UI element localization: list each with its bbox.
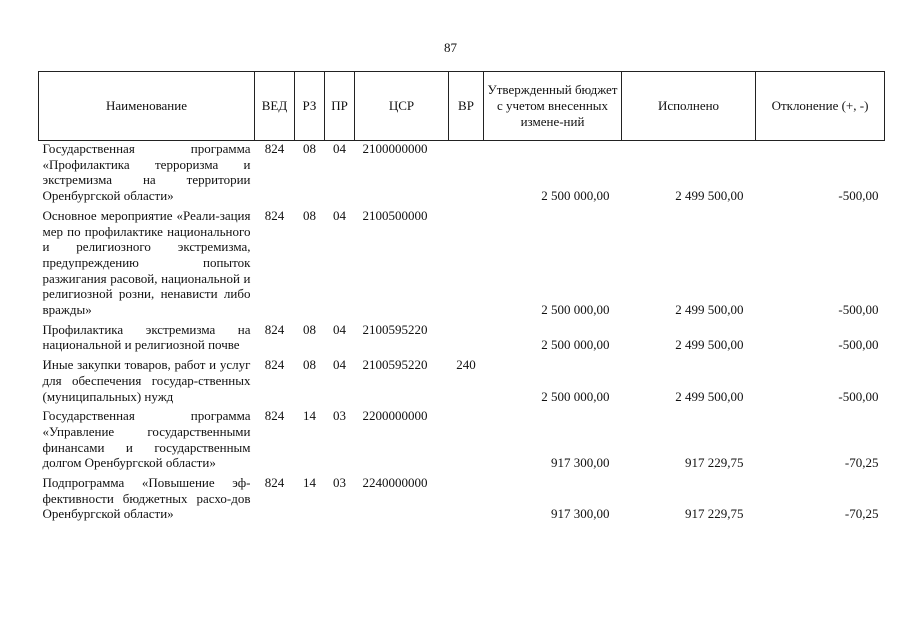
row-vr: 240 (456, 357, 476, 373)
row-ved: 824 (264, 408, 285, 424)
row-name: Иные закупки товаров, работ и услуг для обеспечения государ-ственных (муниципальных) нужд (42, 357, 251, 404)
row-budget: 2 500 000,00 (541, 188, 610, 204)
row-budget: 2 500 000,00 (541, 388, 610, 404)
row-vr (449, 141, 484, 208)
row-vr (449, 208, 484, 322)
row-pr: 04 (333, 357, 346, 373)
row-budget: 2 500 000,00 (541, 337, 610, 353)
row-rz: 14 (303, 408, 316, 424)
budget-table (38, 71, 885, 526)
row-ved: 824 (264, 321, 285, 337)
header-pr: ПР (325, 72, 355, 141)
row-name: Основное мероприятие «Реали-зация мер по профилактике национального и религиозного экстремизма, предупреждению попыток разжигания расовой, национальной и религиозной розни, ненависти либо вражды» (42, 207, 251, 318)
row-deviation: -500,00 (838, 188, 879, 204)
row-ved: 824 (264, 357, 285, 373)
row-executed: 2 499 500,00 (675, 188, 744, 204)
row-executed: 917 229,75 (685, 455, 744, 471)
row-budget: 917 300,00 (551, 506, 610, 522)
row-csr: 2100500000 (362, 207, 428, 223)
table-header-row (39, 72, 885, 141)
header-rz: РЗ (295, 72, 325, 141)
row-name: Профилактика экстремизма на национальной и религиозной почве (42, 321, 251, 353)
row-executed: 2 499 500,00 (675, 388, 744, 404)
row-deviation: -70,25 (844, 506, 879, 522)
row-executed: 2 499 500,00 (675, 337, 744, 353)
row-pr: 03 (333, 475, 346, 491)
row-deviation: -500,00 (838, 337, 879, 353)
row-csr: 2240000000 (362, 475, 428, 491)
row-vr (449, 322, 484, 357)
row-csr: 2100595220 (362, 321, 428, 337)
row-csr: 2100000000 (362, 141, 428, 156)
row-name: Государственная программа «Профилактика терроризма и экстремизма на территории Оренбургской области» (42, 141, 251, 204)
row-csr: 2100595220 (362, 357, 428, 373)
row-csr: 2200000000 (362, 408, 428, 424)
row-executed: 917 229,75 (685, 506, 744, 522)
row-pr: 04 (333, 141, 346, 156)
page-number: 87 (444, 40, 457, 55)
row-pr: 04 (333, 321, 346, 337)
row-deviation: -500,00 (838, 388, 879, 404)
row-rz: 08 (303, 357, 316, 373)
table-row (39, 408, 885, 475)
row-vr (449, 408, 484, 475)
table-row (39, 208, 885, 322)
row-pr: 04 (333, 207, 346, 223)
row-rz: 08 (303, 321, 316, 337)
row-deviation: -500,00 (838, 302, 879, 318)
header-executed: Исполнено (622, 72, 756, 141)
header-ved: ВЕД (255, 72, 295, 141)
row-pr: 03 (333, 408, 346, 424)
row-ved: 824 (264, 141, 285, 156)
row-budget: 2 500 000,00 (541, 302, 610, 318)
row-name: Государственная программа «Управление государственными финансами и государственным долгом Оренбургской области» (42, 408, 251, 471)
header-deviation: Отклонение (+, -) (756, 72, 885, 141)
row-vr (449, 475, 484, 526)
table-row (39, 141, 885, 208)
table-row (39, 357, 885, 408)
row-ved: 824 (264, 475, 285, 491)
row-rz: 08 (303, 207, 316, 223)
header-csr: ЦСР (355, 72, 449, 141)
row-executed: 2 499 500,00 (675, 302, 744, 318)
header-vr: ВР (449, 72, 484, 141)
row-rz: 08 (303, 141, 316, 156)
row-name: Подпрограмма «Повышение эф-фективности бюджетных расхо-дов Оренбургской области» (42, 475, 251, 522)
row-deviation: -70,25 (844, 455, 879, 471)
header-name: Наименование (39, 72, 255, 141)
table-row (39, 475, 885, 526)
header-budget: Утвержденный бюджет с учетом внесенных измене-ний (484, 72, 622, 141)
row-budget: 917 300,00 (551, 455, 610, 471)
row-ved: 824 (264, 207, 285, 223)
table-row (39, 322, 885, 357)
row-rz: 14 (303, 475, 316, 491)
